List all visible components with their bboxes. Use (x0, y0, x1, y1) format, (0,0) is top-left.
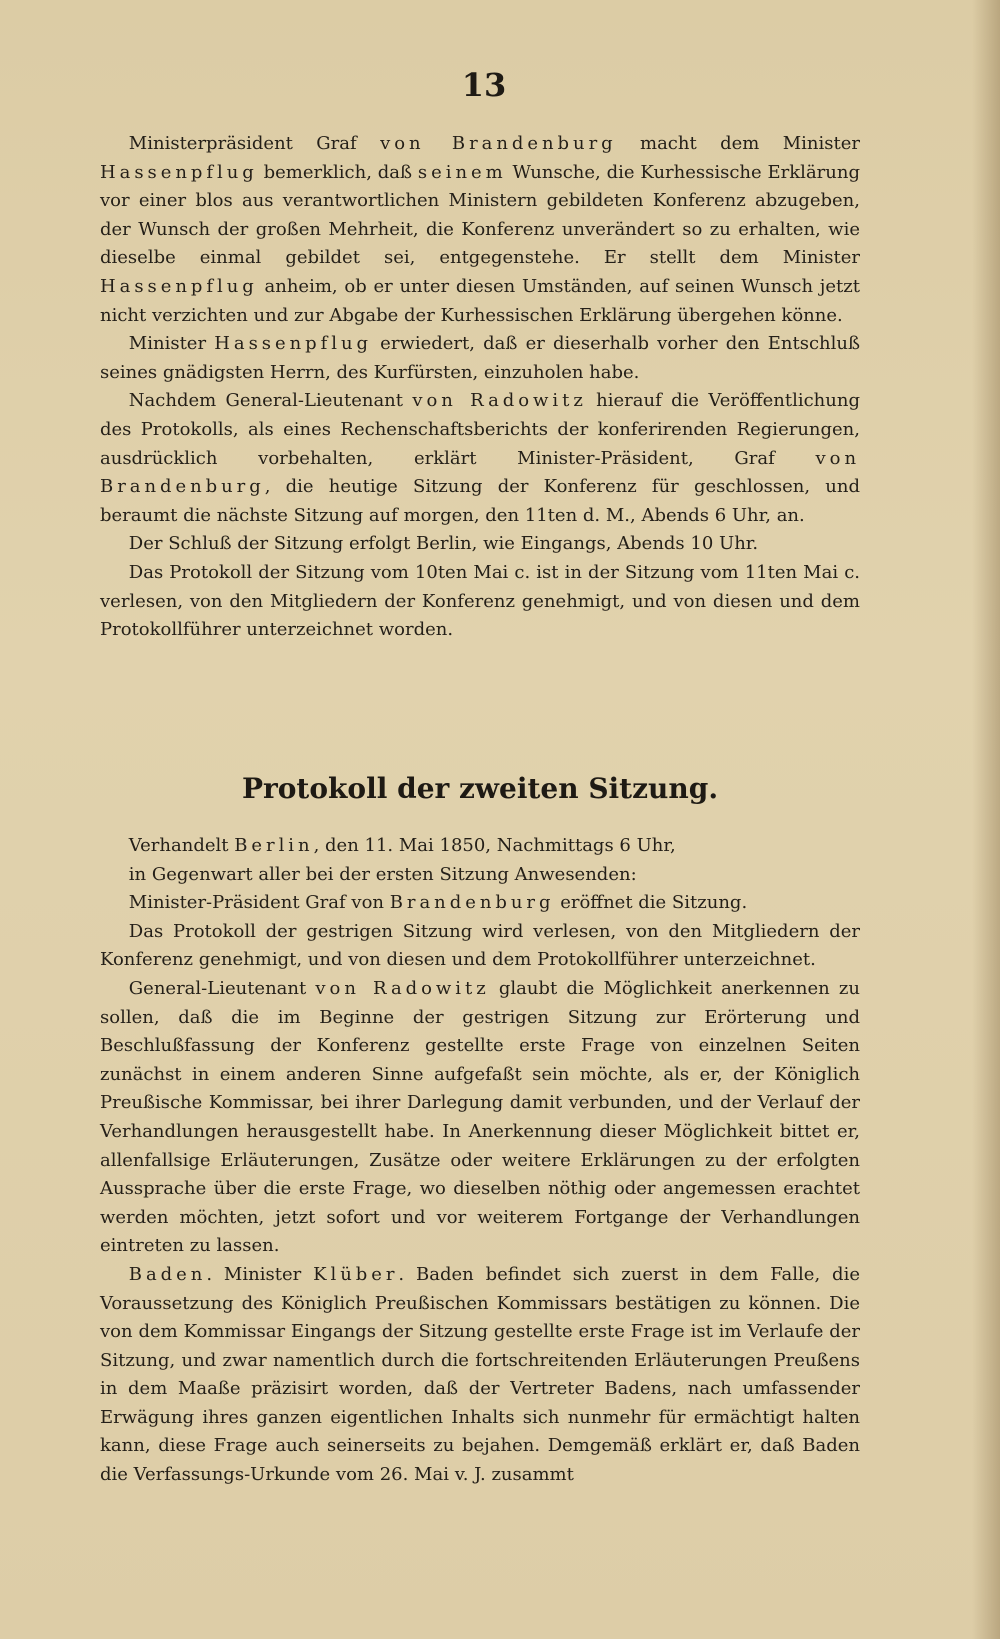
paragraph: Das Protokoll der gestrigen Sitzung wird verlesen, von den Mitgliedern der Konferenz genehmigt, und von diesen und dem Protokollführer unterzeichnet. (100, 920, 860, 971)
paragraph: Minister Hassenpflug erwiedert, daß er dieserhalb vorher den Entschluß seines gnädigsten Herrn, des Kurfürsten, einzuholen habe. (100, 333, 860, 383)
page-edge-shadow (972, 0, 1000, 1639)
paragraph: Baden. Minister Klüber. Baden befindet sich zuerst in dem Falle, die Voraussetzung des Königlich Preußischen Kommissars bestätigen zu können. Die von dem Kommissar Eingangs der Sitzung gestellte erste Frage ist im Verlaufe der Sitzung, und zwar namentlich durch die fortschreitenden Erläuterungen Preußens in dem Maaße präzisirt worden, daß der Vertreter Badens, nach umfassender Erwägung ihres ganzen eigentlichen Inhalts sich nunmehr für ermächtigt halten kann, diese Frage auch seinerseits zu bejahen. Demgemäß erklärt er, daß Baden die Verfassungs-Urkunde vom 26. Mai v. J. zusammt (100, 1263, 860, 1486)
paragraph: Minister-Präsident Graf von Brandenburg eröffnet die Sitzung. (128, 892, 748, 914)
page-number: 13 (461, 66, 507, 104)
second-section-text (100, 832, 860, 1490)
paragraph: Der Schluß der Sitzung erfolgt Berlin, wie Eingangs, Abends 10 Uhr. (128, 533, 759, 555)
first-section-text (100, 130, 860, 645)
paragraph: in Gegenwart aller bei der ersten Sitzung Anwesenden: (128, 863, 637, 885)
paragraph: Ministerpräsident Graf von Brandenburg macht dem Minister Hassenpflug bemerklich, daß seinem Wunsche, die Kurhessische Erklärung vor einer blos aus verantwortlichen Ministern gebildeten Konferenz abzugeben, der Wunsch der großen Mehrheit, die Konferenz unverändert so zu erhalten, wie dieselbe einmal gebildet sei, entgegenstehe. Er stellt dem Minister Hassenpflug anheim, ob er unter diesen Umständen, auf seinen Wunsch jetzt nicht verzichten und zur Abgabe der Kurhessischen Erklärung übergehen könne. (100, 133, 860, 326)
paragraph: Nachdem General-Lieutenant von Radowitz hierauf die Veröffentlichung des Protokolls, als eines Rechenschaftsberichts der konferirenden Regierungen, ausdrücklich vorbehalten, erklärt Minister-Präsident, Graf von Brandenburg, die heutige Sitzung der Konferenz für geschlossen, und beraumt die nächste Sitzung auf morgen, den 11ten d. M., Abends 6 Uhr, an. (100, 390, 860, 526)
paragraph: Das Protokoll der Sitzung vom 10ten Mai c. ist in der Sitzung vom 11ten Mai c. verlesen, von den Mitgliedern der Konferenz genehmigt, und von diesen und dem Protokollführer unterzeichnet worden. (100, 561, 860, 641)
paragraph: General-Lieutenant von Radowitz glaubt die Möglichkeit anerkennen zu sollen, daß die im Beginne der gestrigen Sitzung zur Erörterung und Beschlußfassung der Konferenz gestellte erste Frage von einzelnen Seiten zunächst in einem anderen Sinne aufgefaßt sein möchte, als er, der Königlich Preußische Kommissar, bei ihrer Darlegung damit verbunden, und der Verlauf der Verhandlungen herausgestellt habe. In Anerkennung dieser Möglichkeit bittet er, allenfallsige Erläuterungen, Zusätze oder weitere Erklärungen zu der erfolgten Aussprache über die erste Frage, wo dieselben nöthig oder angemessen erachtet werden möchten, jetzt sofort und vor weiterem Fortgange der Verhandlungen eintreten zu lassen. (100, 977, 860, 1257)
paragraph: Verhandelt Berlin, den 11. Mai 1850, Nachmittags 6 Uhr, (128, 835, 676, 856)
section-heading: Protokoll der zweiten Sitzung. (241, 772, 719, 805)
